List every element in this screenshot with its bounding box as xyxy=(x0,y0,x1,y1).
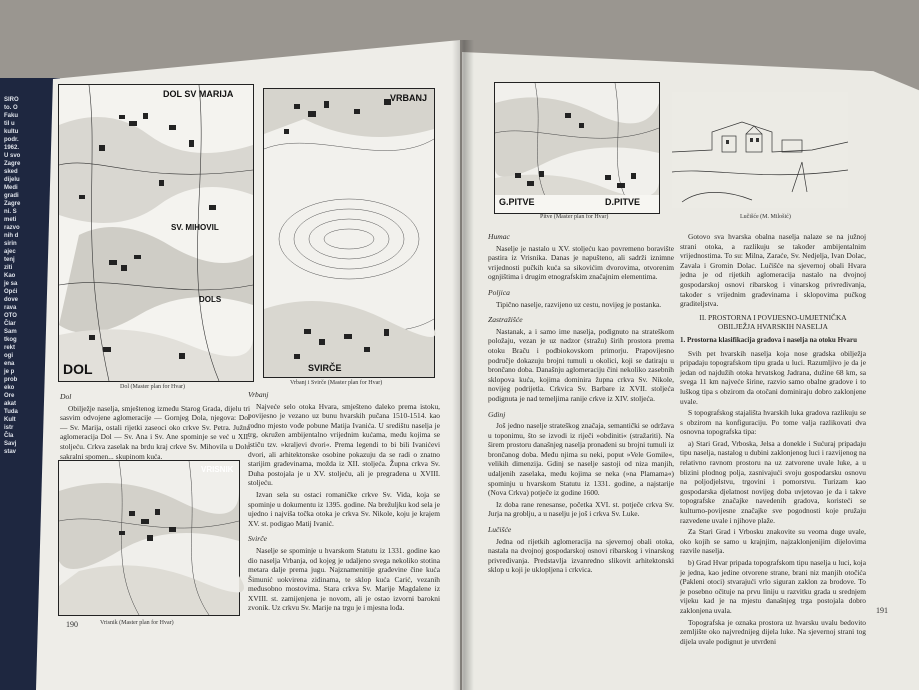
column-villages xyxy=(488,232,674,628)
cover-line: stav xyxy=(4,449,17,455)
cover-line: Zagre xyxy=(4,201,21,207)
map-dol-label-3: DOLS xyxy=(199,295,222,304)
column-dol xyxy=(60,392,250,461)
cover-line: tkog xyxy=(4,337,17,343)
caption-dol: Dol (Master plan for Hvar) xyxy=(120,384,185,390)
map-gpitve-label: G.PITVE xyxy=(499,197,535,207)
heading-zastrazisce: Zastražišće xyxy=(488,315,523,325)
map-vrisnik-drawing xyxy=(59,461,239,615)
paragraph-dol: Obilježje naselja, smještenog između Starog Grada, dijelu tri sasvim odvojene aglomeracije — Gornjeg Dola, njegova: Dol — Sv. Marija, ostali rijetki zaseoci oko crkve Sv. Petra. Južna aglomeracija Dol — Sv. Ana i Sv. Ane spominje se već u XII. stoljeću. Crkva zaselak na brdu kraj crkve Sv. Mihovila u Dolu sakralni spomen... skupinom kuća. xyxy=(60,403,250,461)
paragraph-vrbanj-2: Izvan sela su ostaci romaničke crkve Sv. Vida, koja se spominje u dokumentu iz 1395. godine. Na brežuljku kod sela je ujedno i najviša točka otoka je crkva Sv. Nikole, koju je krajem XV. st. podigao Matij Ivanić. xyxy=(248,489,440,528)
paragraph-gdinj-2: Iz doba rane renesanse, početka XVI. st. potječe crkva Sv. Jurja na groblju, a u naselju je još i crkva Sv. Luke. xyxy=(488,499,674,519)
cover-line: Opći xyxy=(4,289,18,295)
cover-line: gradi xyxy=(4,193,19,199)
caption-lucisce: Lučišće (M. Milošić) xyxy=(740,214,791,220)
section-title: II. PROSTORNA I POVIJESNO-UMJETNIČKA OBILJEŽJA HVARSKIH NASELJA xyxy=(699,312,847,332)
cover-line: eko xyxy=(4,385,15,391)
paragraph-zastrazisce: Nastanak, a i samo ime naselja, podignuto na strateškom položaju, vezan je uz nadzor (stražu) širih prostora prema otoku Braču i podbiokovskom primorju. Prapovijesno područje dokazuju brojni tumuli u okolici, koji se datiraju u brončano doba. Današnju aglomeraciju čini nekoliko zasebnih sklopova kuća, kojima dominira župna crkva Sv. Nikole, novijeg podrijetla. Crkvica Sv. Barbare iz XVII. stoljeća podignuta je nad temeljima ranije crkve iz XIV. stoljeća. xyxy=(488,326,674,403)
paragraph-class-4: Za Stari Grad i Vrbosku znakovite su veoma duge uvale, oko kojih se samo u krajnjim, najzaklonjenijim dijelovima razvile naselja. xyxy=(680,527,866,556)
column-classification xyxy=(680,232,866,646)
paragraph-vrbanj-1: Najveće selo otoka Hvara, smješteno daleko prema istoku, povijesno je vezano uz bunu hvarskih pučana 1510-1514. kao rodno mjesto vođe pobune Matija Ivanića. U središtu naselja je trg, okružen ambijentalno vrijednim kućama, među kojima se ističu tzv. »kraljevi dvori«. Prema legendi to bi bili Ivanićevi dvori, ali arhitektonske osobine pokazuju da se radi o znatno starijim građevinama, možda iz XII. stoljeća. Župna crkva Sv. Duha postojala je u XV. stoljeću, ali je pregrađena u XVIII. stoljeću. xyxy=(248,401,440,488)
map-vrbanj-drawing xyxy=(264,89,434,377)
cover-line: kultu xyxy=(4,129,19,135)
paragraph-svirce: Naselje se spominje u hvarskom Statutu iz 1331. godine kao dio naselja Vrbanja, od kojeg je udaljeno svega nekoliko stotina metara dalje prema jugu. Najznamenitije građevine čine kuća Šimunić uokvirena zidinama, te sklop kuća Carić, vezanih međusobno mostovima. Stara crkva Sv. Marije Magdalene iz XVIII. st. zamijenjena je novom, ali je ostao izvorni barokni zvonik. Uz crkvu Sv. Marije na trgu je i mjesna lođa. xyxy=(248,545,440,613)
heading-vrbanj: Vrbanj xyxy=(248,390,269,399)
cover-line: razvo xyxy=(4,225,20,231)
paragraph-class-6: Topografska je oznaka prostora uz hvarsku uvalu bedovito zemljište oko najvrednijeg dijela luke. Na sjevernoj strani tog dijela uvale podignut je utvrđeni xyxy=(680,617,866,646)
paragraph-poljica: Tipično naselje, razvijeno uz cestu, novijeg je postanka. xyxy=(496,299,662,309)
cover-line: 1962. xyxy=(4,145,20,151)
map-dol-label-2: SV. MIHOVIL xyxy=(171,223,219,232)
heading-svirce: Svirče xyxy=(248,534,267,544)
cover-line: meti xyxy=(4,217,17,223)
cover-line: Zagre xyxy=(4,161,21,167)
cover-line: nih d xyxy=(4,233,19,239)
cover-line: istr xyxy=(4,425,14,431)
sketch-lucisce-drawing xyxy=(672,92,848,208)
paragraph-class-5: b) Grad Hvar pripada topografskom tipu naselja u luci, koja je jedna, kao jedine otvorene strane, brani niz manjih otočića (Pakleni otoci) stvarajući vrlo siguran zaklon za brodove. To je posebno očituje na prvu liniju u razvitku grada u srednjem vijeku kad je na mjestu današnjeg trga postojala dobro zaklonjena uvala. xyxy=(680,558,866,615)
heading-dol: Dol xyxy=(60,392,72,401)
cover-line: Ore xyxy=(4,393,15,399)
paragraph-intro: Gotovo sva hvarska obalna naselja nalaze se na južnoj strani otoka, a razlikuju se također ambijentalnim vrijednostima. To su: Milna, Zaraće, Sv. Nedjelja, Ivan Dolac, Zavala i Gromin Dolac. Lučišće na sjevernoj obali Hvara jedna je od rijetkih aglomeracija nastalo na dvojnoj gospodarskoj osnovi ribarskog i vinarskog privređivanja, također s vrijednim građevinama i sklopovima pučkog graditeljstva. xyxy=(680,232,866,309)
paragraph-lucisce: Jedna od rijetkih aglomeracija na sjevernoj obali otoka, nastala na dvojnoj gospodarskoj osnovi ribarskog i vinarskog privređivanja. Predstavlja izvanredno slikovit arhitektonski sklop u koji je ukloplјena i crkvica. xyxy=(488,536,674,575)
book-gutter xyxy=(452,40,474,690)
map-dpitve-label: D.PITVE xyxy=(605,197,641,207)
map-dol-label-1: DOL SV MARIJA xyxy=(163,89,234,99)
cover-line: je p xyxy=(4,369,15,375)
cover-line: ziti xyxy=(4,265,13,271)
cover-line: Savj xyxy=(4,441,17,447)
sketch-lucisce xyxy=(672,92,848,208)
cover-line: tenj xyxy=(4,257,15,263)
cover-line: ogi xyxy=(4,353,13,359)
cover-line: Kult xyxy=(4,417,16,423)
map-vrbanj-label: VRBANJ xyxy=(390,93,428,103)
cover-line: til u xyxy=(4,121,15,127)
cover-line: Člar xyxy=(4,321,16,327)
cover-line: akat xyxy=(4,401,17,407)
heading-gdinj: Gdinj xyxy=(488,409,506,419)
cover-line: Tuda xyxy=(4,409,18,415)
caption-vrbanj: Vrbanj i Svirče (Master plan for Hvar) xyxy=(290,380,383,386)
cover-line: U svo xyxy=(4,153,21,159)
cover-line: Sam xyxy=(4,329,17,335)
cover-line: Čla xyxy=(4,433,14,439)
map-pitve-drawing xyxy=(495,83,659,213)
map-vrisnik xyxy=(58,460,240,616)
column-vrbanj-svirce xyxy=(248,390,440,644)
cover-line: sked xyxy=(4,169,18,175)
map-dol xyxy=(58,84,254,382)
cover-line: ena xyxy=(4,361,15,367)
paragraph-class-1: Svih pet hvarskih naselja koja nose gradska obilježja pripadaju topografskom tipu grada u luci. Razumljivo je da je jedan od najdužih otoka hrvatskog Jadrana, dužine 68 km, sa svega 11 km najveće širine, razvio samo obalne gradove i to luškog tipa s obzirom da otočani dominiraju dobro zaklonjene uvale. xyxy=(680,348,866,406)
cover-line: Faku xyxy=(4,113,19,119)
cover-flap-text xyxy=(4,96,44,616)
map-dol-drawing xyxy=(59,85,253,381)
heading-poljica: Poljica xyxy=(488,287,510,297)
paragraph-class-3: a) Stari Grad, Vrboska, Jelsa a donekle i Sućuraj pripadaju tipu naselja, nastalog u dubini zaklonjenog luci i razvijenog na relativno ravnom prostoru na uz zatvorene uvale luke, a u blizini plodnog polja, zasnivajući svoju gospodarsku osnovu na poljodjelstvu, trgovini i pomorstvu. Turizam kao gospodarska djelatnost novijeg doba uvjetovao je da i takve topografske značajke navedenih gradova, koristeći se kulturno-povijesne značajke sve pogodnosti koje pružaju razvedene uvale i njihove plaže. xyxy=(680,438,866,525)
cover-line: SIRO xyxy=(4,97,19,103)
cover-line: to. O xyxy=(4,105,18,111)
map-dol-label-4: DOL xyxy=(63,361,93,377)
cover-line: dijelu xyxy=(4,177,20,183)
cover-line: sirin xyxy=(4,241,17,247)
cover-line: Kao xyxy=(4,273,16,279)
page-number-right: 191 xyxy=(876,606,888,615)
map-vrbanj xyxy=(263,88,435,378)
heading-lucisce: Lučišće xyxy=(488,525,512,535)
cover-line: ni. S xyxy=(4,209,17,215)
cover-line: je sa xyxy=(4,281,18,287)
cover-line: Medi xyxy=(4,185,18,191)
heading-humac: Humac xyxy=(488,232,510,241)
map-vrisnik-label: VRISNIK xyxy=(201,465,234,474)
cover-line: dove xyxy=(4,297,19,303)
caption-pitve: Pitve (Master plan for Hvar) xyxy=(540,214,609,220)
cover-line: ajec xyxy=(4,249,16,255)
map-svirce-label: SVIRČE xyxy=(308,363,342,373)
cover-line: rekt xyxy=(4,345,16,351)
paragraph-humac: Naselje je nastalo u XV. stoljeću kao povremeno boravište pastira iz Vrisnika. Danas je napušteno, ali sadrži iznimne vrijednosti pučkih kuća sa sikovićim dvorovima, otvorenim ognjištima i drugim etnografskim značajnim elementima. xyxy=(488,243,674,282)
caption-vrisnik: Vrisnik (Master plan for Hvar) xyxy=(100,620,174,626)
cover-line: podr. xyxy=(4,137,19,143)
paragraph-class-2: S topografskog stajališta hvarskih luka gradova razlikuju se s obzirom na konfiguraciju. Po tome valja razlikovati dva osnovna topografska tipa: xyxy=(680,408,866,437)
cover-line: prob xyxy=(4,377,18,383)
paragraph-gdinj-1: Još jedno naselje strateškog značaja, semantički se održava u toponimu, što se izvodi iz riječi »obdiniti« (stražariti). Na širem prostoru današnjeg naselja pronađeni su brojni tumuli iz brončanog doba. Među njima su neki, poput »Vele Gomile«, velikih dimenzija. Gdinj se naselje sastoji od niza manjih, udaljenih zaselaka, među kojima se neka (»na Plamama«) spominju u hvarskom Statutu iz 1331. godine, a najstarije (Nova Crkva) potječe iz godine 1600. xyxy=(488,421,674,498)
map-pitve xyxy=(494,82,660,214)
cover-line: rava xyxy=(4,305,17,311)
subheading-classification: 1. Prostorna klasifikacija gradova i naselja na otoku Hvaru xyxy=(680,335,858,344)
cover-line: OTO xyxy=(4,313,17,319)
page-number-left: 190 xyxy=(66,620,78,629)
